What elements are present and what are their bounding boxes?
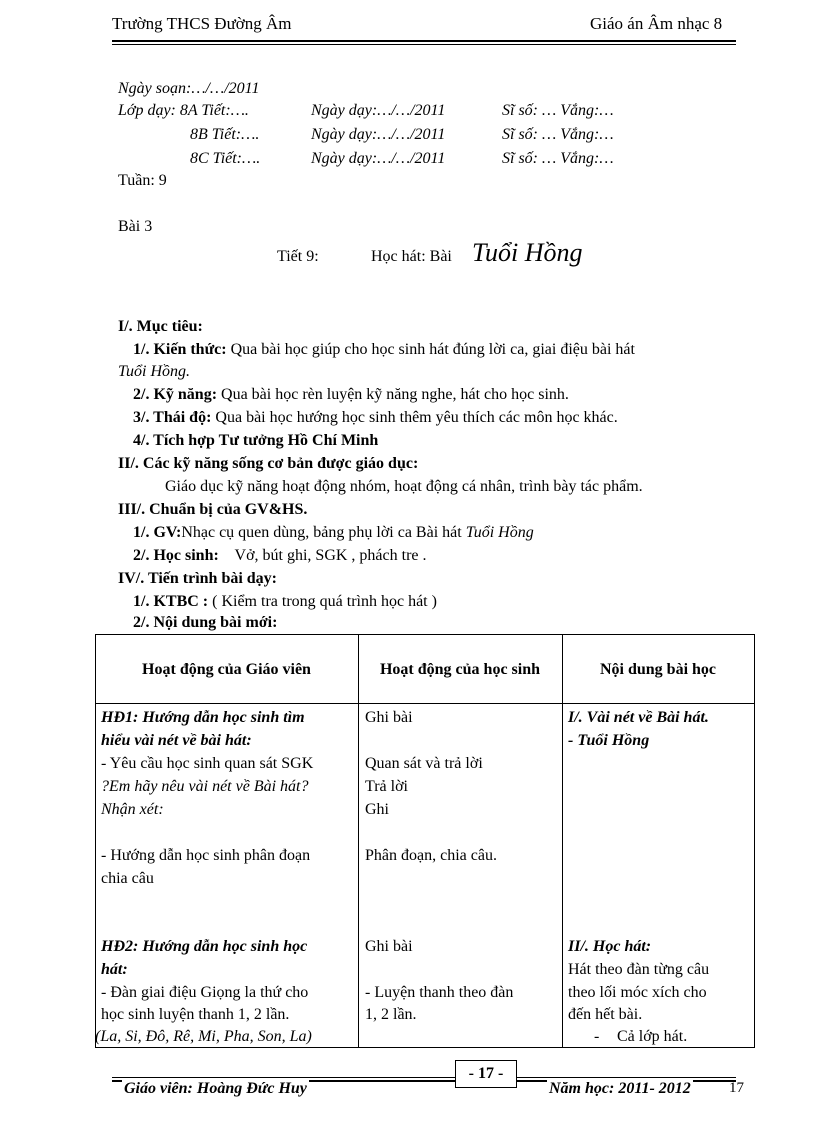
- hs-ghi: Ghi: [365, 801, 389, 818]
- footer-teacher: Giáo viên: Hoàng Đức Huy: [124, 1080, 307, 1097]
- thai-do: [133, 409, 618, 427]
- page-number: 17: [729, 1080, 744, 1096]
- kien-thuc: [133, 341, 635, 359]
- header-rule-thin: [112, 44, 736, 45]
- ky-nang: [133, 386, 569, 404]
- subject-title: Giáo án Âm nhạc 8: [590, 14, 723, 33]
- gv-text: Nhạc cụ quen dùng, bảng phụ lời ca Bài hát: [181, 524, 466, 541]
- ktbc-label: 1/. KTBC :: [133, 593, 209, 610]
- nd-tuoi-hong: - Tuổi Hồng: [568, 732, 650, 749]
- gv-song: Tuổi Hồng: [465, 524, 534, 541]
- school-name: Trường THCS Đường Âm: [112, 14, 292, 33]
- hs-quan-sat: Quan sát và trả lời: [365, 755, 483, 772]
- hs-tra-loi: Trả lời: [365, 778, 408, 795]
- hd2-title-2: hát:: [101, 961, 128, 978]
- gv-phan-doan-2: chia câu: [101, 870, 154, 887]
- hs-ghi-bai-1: Ghi bài: [365, 709, 413, 726]
- gv-dan-1: - Đàn giai điệu Giọng la thứ cho: [101, 984, 309, 1001]
- gv-nhan-xet: Nhận xét:: [101, 801, 164, 818]
- si-so-8a: Sĩ số: … Vắng:…: [502, 102, 614, 119]
- kien-thuc-cont: Tuổi Hồng.: [118, 363, 191, 380]
- hs-luyen-2: 1, 2 lần.: [365, 1006, 417, 1023]
- ky-nang-song-text: Giáo dục kỹ năng hoạt động nhóm, hoạt động cá nhân, trình bày tác phẩm.: [165, 478, 643, 495]
- hs-luyen-1: - Luyện thanh theo đàn: [365, 984, 514, 1001]
- table-col-divider-1: [358, 634, 359, 1048]
- gv-prep: [133, 524, 534, 542]
- col-header-gv: Hoạt động của Giáo viên: [142, 661, 311, 678]
- lop-8c: 8C Tiết:….: [190, 150, 261, 167]
- nd-ca-lop: Cả lớp hát.: [617, 1028, 688, 1045]
- si-so-8b: Sĩ số: … Vắng:…: [502, 126, 614, 143]
- gv-notes: (La, Si, Đô, Rê, Mi, Pha, Son, La): [95, 1028, 312, 1045]
- ngay-day-8b: Ngày dạy:…/…/2011: [311, 126, 446, 143]
- song-title: Tuổi Hồng: [472, 238, 583, 267]
- thai-do-text: Qua bài học hướng học sinh thêm yêu thích các môn học khác.: [211, 409, 618, 426]
- ngay-day-8c: Ngày dạy:…/…/2011: [311, 150, 446, 167]
- table-header-border: [95, 703, 755, 704]
- tuan: Tuần: 9: [118, 172, 167, 189]
- gv-yeu-cau: - Yêu cầu học sinh quan sát SGK: [101, 755, 314, 772]
- gv-hoi: ?Em hãy nêu vài nét về Bài hát?: [101, 778, 309, 795]
- ky-nang-text: Qua bài học rèn luyện kỹ năng nghe, hát cho học sinh.: [217, 386, 569, 403]
- nd-ca-lop-dash: -: [594, 1028, 600, 1045]
- ktbc-text: ( Kiểm tra trong quá trình học hát ): [208, 593, 437, 610]
- nd-hoc-hat: II/. Học hát:: [568, 938, 652, 955]
- nd-hat-1: Hát theo đàn từng câu: [568, 961, 710, 978]
- table-col-divider-2: [562, 634, 563, 1048]
- page-number-box: - 17 -: [455, 1060, 517, 1088]
- kien-thuc-text: Qua bài học giúp cho học sinh hát đúng lời ca, giai điệu bài hát: [226, 341, 635, 358]
- ngay-day-8a: Ngày dạy:…/…/2011: [311, 102, 446, 119]
- tiet: Tiết 9:: [277, 248, 319, 265]
- hd1-title-1: HĐ1: Hướng dẫn học sinh tìm: [101, 709, 305, 726]
- hd2-title-1: HĐ2: Hướng dẫn học sinh học: [101, 938, 308, 955]
- tich-hop: 4/. Tích hợp Tư tưởng Hồ Chí Minh: [133, 432, 379, 449]
- header-rule: [112, 40, 736, 42]
- footer-school-year: Năm học: 2011- 2012: [549, 1080, 691, 1097]
- tien-trinh: IV/. Tiến trình bài dạy:: [118, 570, 278, 587]
- hoc-hat-label: Học hát: Bài: [371, 248, 452, 265]
- footer-rule-thin: [112, 1077, 736, 1078]
- ky-nang-label: 2/. Kỹ năng:: [133, 386, 218, 403]
- muc-tieu: I/. Mục tiêu:: [118, 318, 203, 335]
- gv-phan-doan-1: - Hướng dẫn học sinh phân đoạn: [101, 847, 311, 864]
- ngay-soan: Ngày soạn:…/…/2011: [118, 80, 260, 97]
- hs-phan-doan: Phân đoạn, chia câu.: [365, 847, 497, 864]
- col-header-nd: Nội dung bài học: [599, 661, 717, 678]
- lop-8a: Lớp dạy: 8A Tiết:….: [118, 102, 249, 119]
- ktbc: [133, 593, 437, 611]
- nd-hat-2: theo lối móc xích cho: [568, 984, 707, 1001]
- hs-label: 2/. Học sinh:: [133, 547, 219, 564]
- hs-ghi-bai-2: Ghi bài: [365, 938, 413, 955]
- lop-8b: 8B Tiết:….: [190, 126, 260, 143]
- table-top-border: [95, 634, 755, 635]
- thai-do-label: 3/. Thái độ:: [133, 409, 212, 426]
- gv-label: 1/. GV:: [133, 524, 182, 541]
- hs-text: Vở, bút ghi, SGK , phách tre .: [218, 547, 427, 564]
- hs-prep: [133, 547, 427, 565]
- table-left-border: [95, 634, 96, 1048]
- col-header-hs: Hoạt động của học sinh: [379, 661, 541, 678]
- chuan-bi: III/. Chuẩn bị của GV&HS.: [118, 501, 308, 518]
- hd1-title-2: hiểu vài nét về bài hát:: [101, 732, 252, 749]
- nd-vai-net: I/. Vài nét về Bài hát.: [568, 709, 709, 726]
- ky-nang-song: II/. Các kỹ năng sống cơ bản được giáo dục:: [118, 455, 419, 472]
- noi-dung: 2/. Nội dung bài mới:: [133, 614, 278, 631]
- kien-thuc-label: 1/. Kiến thức:: [133, 341, 227, 358]
- nd-hat-3: đến hết bài.: [568, 1006, 643, 1023]
- si-so-8c: Sĩ số: … Vắng:…: [502, 150, 614, 167]
- table-right-border: [754, 634, 755, 1048]
- bai: Bài 3: [118, 218, 153, 235]
- gv-dan-2: học sinh luyện thanh 1, 2 lần.: [101, 1006, 290, 1023]
